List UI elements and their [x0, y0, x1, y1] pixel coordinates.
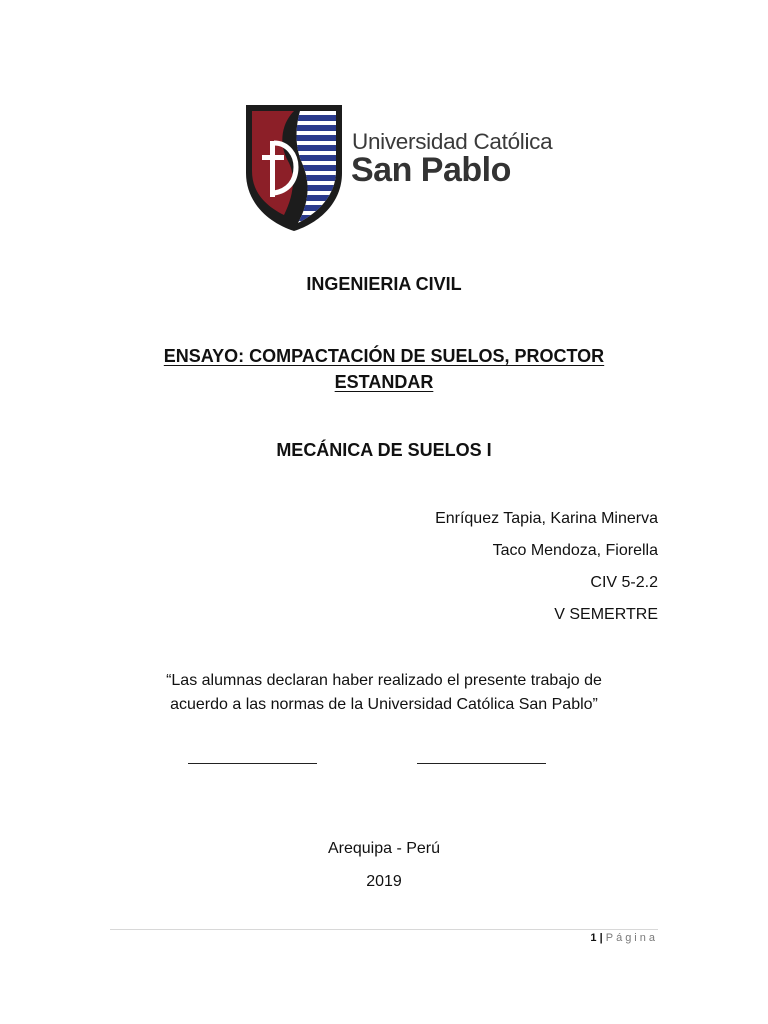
author-2: Taco Mendoza, Fiorella — [492, 542, 658, 559]
author-1: Enríquez Tapia, Karina Minerva — [435, 510, 658, 527]
page-word: Página — [605, 932, 658, 944]
essay-title-line2: ESTANDAR — [334, 372, 434, 392]
essay-title-line1: ENSAYO: COMPACTACIÓN DE SUELOS, PROCTOR — [163, 346, 605, 366]
page-number: 1 — [590, 932, 597, 944]
footer-divider — [110, 929, 658, 930]
shield-emblem-icon — [244, 103, 354, 233]
logo-text-san-pablo: San Pablo — [351, 151, 511, 189]
signature-line-1 — [188, 763, 317, 764]
declaration-line2: acuerdo a las normas de la Universidad Católica San Pablo” — [170, 696, 598, 713]
course-title: MECÁNICA DE SUELOS I — [276, 440, 492, 460]
declaration-line1: “Las alumnas declaran haber realizado el presente trabajo de — [166, 672, 602, 689]
faculty-heading: INGENIERIA CIVIL — [306, 274, 462, 294]
declaration — [0, 669, 768, 717]
logo-text-university: Universidad Católica — [352, 129, 553, 154]
page-footer — [590, 932, 658, 944]
location: Arequipa - Perú — [327, 840, 441, 857]
footer-separator: | — [599, 932, 603, 944]
semester: V SEMERTRE — [554, 606, 658, 623]
signature-line-2 — [417, 763, 546, 764]
year: 2019 — [366, 873, 402, 890]
essay-title — [0, 343, 768, 395]
section-code: CIV 5-2.2 — [590, 574, 658, 591]
